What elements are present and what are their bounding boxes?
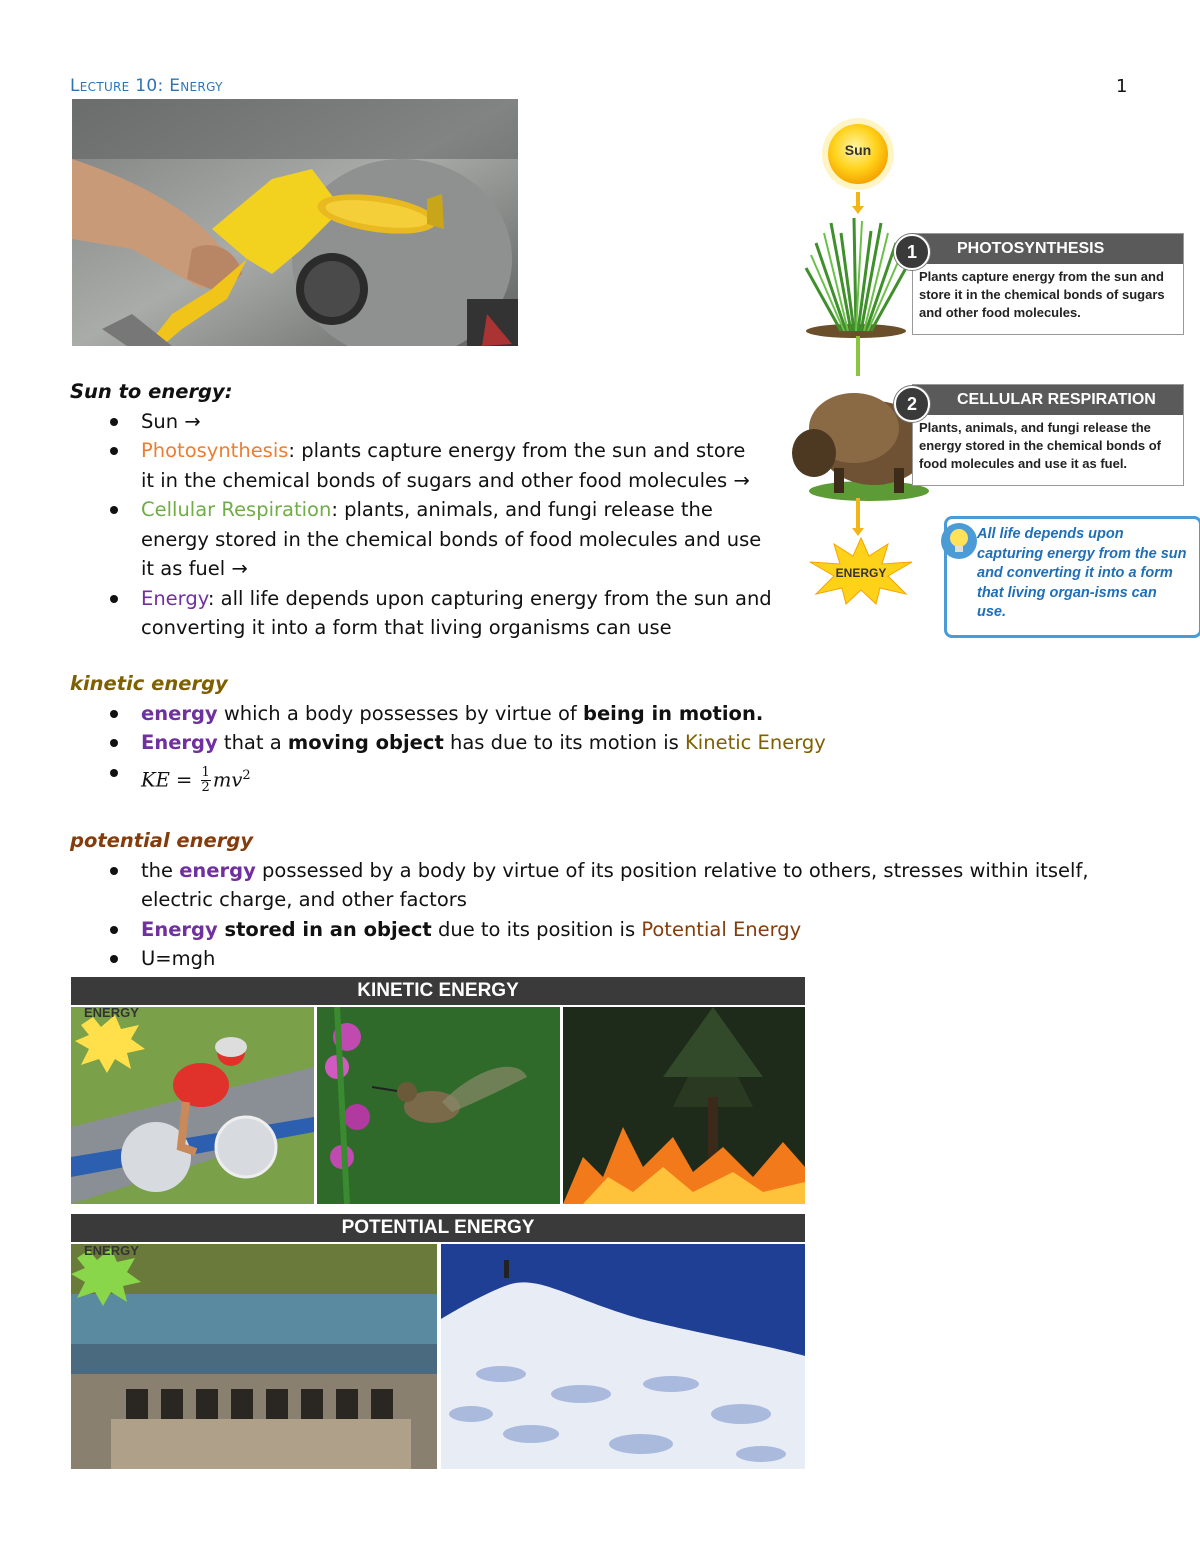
kinetic-item-1 (70, 699, 1150, 729)
sun-to-energy-heading: Sun to energy: (70, 380, 233, 403)
potential-item2-b: due to its position is (431, 917, 642, 941)
sun-energy-diagram (780, 108, 1200, 638)
cellular-respiration-title: CELLULAR RESPIRATION (913, 385, 1183, 415)
kinetic-item2-b: has due to its motion is (443, 731, 686, 754)
formula-fraction (201, 766, 211, 795)
kinetic-item1-bold: being in motion. (582, 701, 764, 725)
cyclist-photo (71, 1007, 314, 1204)
sun-label: Sun (844, 142, 872, 158)
arrow-grass-to-bison (856, 336, 860, 376)
cellular-respiration-box (912, 384, 1184, 486)
fuel-pump-photo (72, 99, 518, 346)
ski-slope-photo (441, 1244, 805, 1469)
kinetic-badge-label: ENERGY (84, 1005, 139, 1020)
kinetic-item1-text: which a body possesses by virtue of (217, 701, 583, 725)
sun-to-energy-section (70, 377, 780, 643)
list-item-energy (70, 584, 780, 643)
list-item-cellular-respiration (70, 495, 780, 584)
kinetic-term-energy: energy (141, 701, 218, 725)
hummingbird-photo (317, 1007, 560, 1204)
term-photosynthesis: Photosynthesis (141, 439, 289, 462)
term-energy: Energy (141, 586, 208, 610)
potential-item1-a: the (141, 858, 180, 882)
photosynthesis-desc: Plants capture energy from the sun and store it in the chemical bonds of sugars and other food molecules. (919, 269, 1165, 320)
potential-formula: U=mgh (141, 947, 216, 970)
page-number: 1 (1116, 76, 1128, 97)
grass-image (796, 213, 916, 338)
kinetic-formula (70, 758, 1150, 799)
page-header-title: Lecture 10: Energy (70, 76, 223, 96)
potential-energy-banner: POTENTIAL ENERGY (71, 1214, 805, 1242)
sun-item-text: Sun → (141, 409, 201, 433)
callout-box (944, 516, 1200, 638)
list-item-sun (70, 407, 780, 437)
kinetic-item2-bold: moving object (287, 731, 444, 754)
photosynthesis-text: : plants capture energy from the sun and store it in the chemical bonds of sugars and other food molecules → (141, 439, 750, 492)
kinetic-heading: kinetic energy (70, 672, 228, 695)
kinetic-energy-term: Kinetic Energy (685, 731, 826, 754)
step-2-badge: 2 (894, 386, 930, 422)
kinetic-item2-a: that a (217, 731, 288, 754)
energy-text: : all life depends upon capturing energy from the sun and converting it into a form that living organisms can use (141, 586, 772, 639)
kinetic-item2-term: Energy (141, 731, 218, 754)
formula-numerator: 1 (201, 765, 210, 780)
arrow-bison-to-energy-head (852, 528, 864, 536)
formula-rhs: mv (212, 768, 243, 791)
potential-heading: potential energy (70, 829, 254, 852)
potential-section (70, 826, 1150, 974)
kinetic-section (70, 669, 1150, 798)
list-item-photosynthesis (70, 436, 780, 495)
formula-exponent: 2 (242, 767, 251, 783)
photosynthesis-box (912, 233, 1184, 335)
cellular-respiration-text: : plants, animals, and fungi release the energy stored in the chemical bonds of food molecules and use it as fuel → (141, 498, 762, 580)
term-cellular-respiration: Cellular Respiration (141, 498, 332, 521)
potential-item2-term: Energy (141, 917, 218, 941)
potential-item-1 (70, 856, 1150, 915)
forest-fire-photo (563, 1007, 805, 1204)
kinetic-item-2 (70, 728, 1150, 758)
potential-item2-bold: stored in an object (217, 917, 432, 941)
lightbulb-icon (939, 521, 979, 561)
step-1-badge: 1 (894, 234, 930, 270)
energy-starburst-label: ENERGY (835, 566, 887, 580)
potential-item1-b: possessed by a body by virtue of its position relative to others, stresses within itself, electric charge, and other factors (141, 858, 1089, 911)
arrow-bison-to-energy (856, 498, 860, 530)
potential-item-2 (70, 915, 1150, 945)
callout-text: All life depends upon capturing energy from the sun and converting it into a form that living organ-isms can use. (977, 526, 1187, 620)
potential-energy-term: Potential Energy (641, 917, 802, 941)
formula-denominator: 2 (201, 780, 210, 795)
potential-badge-label: ENERGY (84, 1243, 139, 1258)
photosynthesis-title: PHOTOSYNTHESIS (913, 234, 1183, 264)
formula-lhs: KE = (141, 768, 199, 791)
dam-photo (71, 1244, 437, 1469)
kinetic-energy-banner: KINETIC ENERGY (71, 977, 805, 1005)
potential-item-3 (70, 944, 1150, 974)
cellular-respiration-desc: Plants, animals, and fungi release the energy stored in the chemical bonds of food molecules and use it as fuel. (919, 420, 1161, 471)
potential-term-energy: energy (179, 858, 256, 882)
